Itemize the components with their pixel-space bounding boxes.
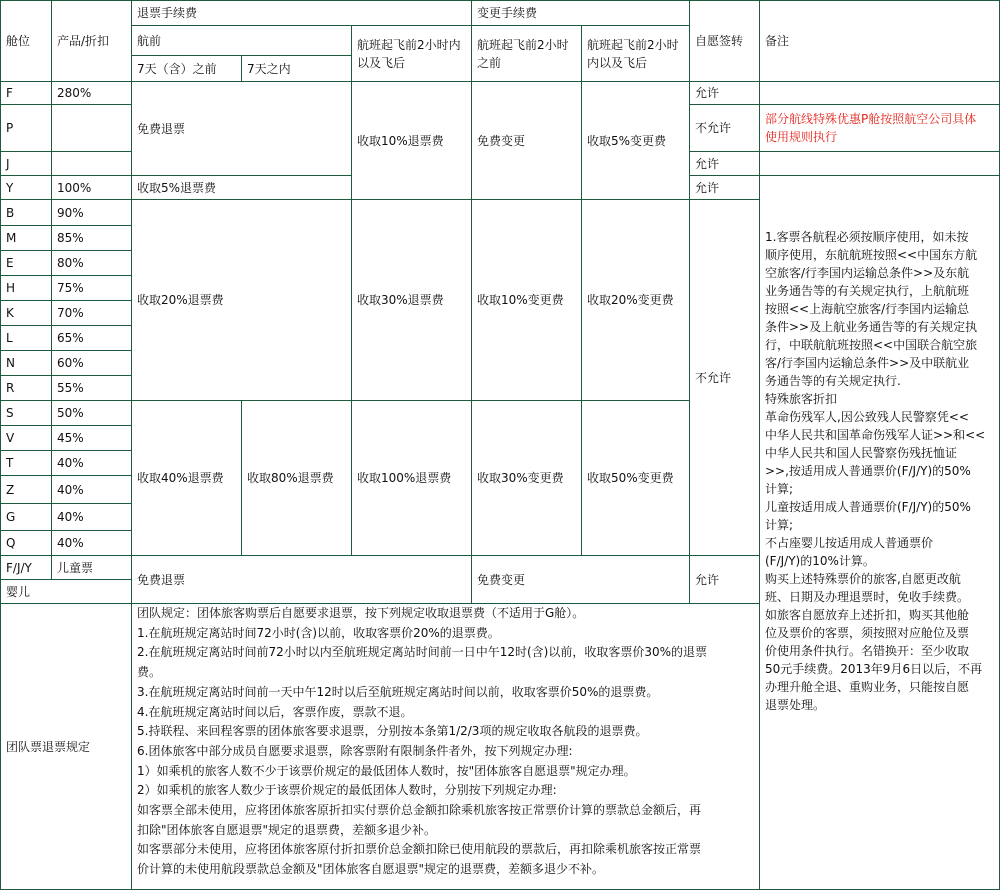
remark-rules-text xyxy=(760,176,1000,890)
text-line: (F/J/Y)的10%计算。 xyxy=(765,554,875,568)
text-line: 3.在航班规定离站时间前一天中午12时以后至航班规定离站时间以前，收取客票价50%的退票费。 xyxy=(137,684,659,699)
row-discount: 55% xyxy=(52,376,132,401)
text-line: 如客票全部未使用，应将团体旅客原折扣实付票价总金额扣除乘机旅客按正常票价计算的票款总金额后，再 xyxy=(137,803,702,818)
row-cabin: F xyxy=(1,82,52,105)
header-change-fee: 变更手续费 xyxy=(472,1,690,26)
text-line: 1.在航班规定离站时间72小时(含)以前，收取客票价20%的退票费。 xyxy=(137,625,500,640)
row-cabin: V xyxy=(1,426,52,451)
endorse-child-infant: 允许 xyxy=(690,556,760,604)
text-line: 4.在航班规定离站时间以后，客票作废，票款不退。 xyxy=(137,704,413,719)
text-line: 如旅客自愿放弃上述折扣，购买其他舱 xyxy=(765,608,970,622)
text-line: 革命伤残军人,因公致残人民警察凭<< xyxy=(765,410,969,424)
header-voluntary-endorse: 自愿签转 xyxy=(690,1,760,82)
row-cabin: H xyxy=(1,276,52,301)
text-line: 特殊旅客折扣 xyxy=(765,392,838,406)
text-line: 购买上述特殊票价的旅客,自愿更改航 xyxy=(765,572,961,586)
row-cabin: Z xyxy=(1,476,52,504)
fee-free-refund: 免费退票 xyxy=(132,82,352,176)
row-discount: 50% xyxy=(52,401,132,426)
text-line: 班、日期及办理退票时，免收手续费。 xyxy=(765,590,970,604)
row-discount xyxy=(52,152,132,176)
row-cabin: B xyxy=(1,200,52,226)
text-line: 5.持联程、来回程客票的团体旅客要求退票，分别按本条第1/2/3项的规定收取各航段的退票费。 xyxy=(137,724,648,739)
text-line: 计算; xyxy=(765,482,794,496)
row-discount xyxy=(52,105,132,152)
row-cabin: P xyxy=(1,105,52,152)
endorse-discount-cabins: 不允许 xyxy=(690,200,760,556)
row-cabin: K xyxy=(1,301,52,326)
row-discount: 85% xyxy=(52,226,132,251)
text-line: 团队规定：团体旅客购票后自愿要求退票，按下列规定收取退票费（不适用于G舱）。 xyxy=(137,606,585,620)
text-line: 按照<<上海航空旅客/行李国内运输总 xyxy=(765,302,970,316)
header-before-departure: 航前 xyxy=(132,26,352,56)
row-cabin: S xyxy=(1,401,52,426)
text-line: 顺序使用，东航航班按照<<中国东方航 xyxy=(765,248,978,262)
row-discount: 40% xyxy=(52,504,132,531)
fee-refund-40: 收取40%退票费 xyxy=(132,401,242,556)
row-cabin: L xyxy=(1,326,52,351)
header-refund-fee: 退票手续费 xyxy=(132,1,472,26)
text-line: 空旅客/行李国内运输总条件>>及东航 xyxy=(765,266,970,280)
header-cabin: 舱位 xyxy=(1,1,52,82)
row-cabin: R xyxy=(1,376,52,401)
fee-refund-10: 收取10%退票费 xyxy=(352,82,472,200)
fee-change-5: 收取5%变更费 xyxy=(582,82,690,200)
row-discount: 100% xyxy=(52,176,132,200)
text-line: 位及票价的客票，须按照对应舱位及票 xyxy=(765,626,970,640)
fee-child-free-refund: 免费退票 xyxy=(132,556,472,604)
row-discount: 40% xyxy=(52,476,132,504)
row-discount: 90% xyxy=(52,200,132,226)
text-line: 价使用条件执行。名错换开：至少收取 xyxy=(765,644,970,658)
text-line: >>,按适用成人普通票价(F/J/Y)的50% xyxy=(765,464,971,478)
row-cabin: F/J/Y xyxy=(1,556,52,580)
text-line: 中华人民共和国人民警察伤残抚恤证 xyxy=(765,446,958,460)
header-change-within-2h: 航班起飞前2小时内以及飞后 xyxy=(582,26,690,82)
text-line: 业务通告等的有关规定执行，上航航班 xyxy=(765,284,970,298)
fee-change-30: 收取30%变更费 xyxy=(472,401,582,556)
row-cabin: T xyxy=(1,451,52,476)
row-discount: 45% xyxy=(52,426,132,451)
header-product-discount: 产品/折扣 xyxy=(52,1,132,82)
text-line: 如客票部分未使用，应将团体旅客原付折扣票价总金额扣除已使用航段的票款后，再扣除乘机旅客按正常票 xyxy=(137,842,702,857)
text-line: 计算; xyxy=(765,518,794,532)
text-line: 费。 xyxy=(137,665,162,680)
text-line: 50元手续费。2013年9月6日以后，不再 xyxy=(765,662,983,676)
row-discount: 60% xyxy=(52,351,132,376)
row-cabin: Y xyxy=(1,176,52,200)
row-discount: 儿童票 xyxy=(52,556,132,580)
remark-f-empty xyxy=(760,82,1000,105)
group-refund-rules xyxy=(132,604,760,890)
remark-p-cabin-note: 部分航线特殊优惠P舱按照航空公司具体使用规则执行 xyxy=(760,105,1000,152)
row-discount: 40% xyxy=(52,531,132,556)
row-cabin: J xyxy=(1,152,52,176)
row-discount: 65% xyxy=(52,326,132,351)
row-cabin: N xyxy=(1,351,52,376)
text-line: 价计算的未使用航段票款总金额及"团体旅客自愿退票"规定的退票费，差额多退少不补。 xyxy=(137,862,605,877)
text-line: 办理升舱全退、重购业务，只能按自愿 xyxy=(765,680,970,694)
header-refund-within-2h: 航班起飞前2小时内以及飞后 xyxy=(352,26,472,82)
fee-refund-5: 收取5%退票费 xyxy=(132,176,352,200)
text-line: 2）如乘机的旅客人数少于该票价规定的最低团体人数时，分别按下列规定办理: xyxy=(137,783,557,798)
group-refund-label: 团队票退票规定 xyxy=(1,604,132,890)
text-line: 行，中联航航班按照<<中国联合航空旅 xyxy=(765,338,978,352)
text-line: 客/行李国内运输总条件>>及中联航业 xyxy=(765,356,970,370)
header-change-before-2h: 航班起飞前2小时之前 xyxy=(472,26,582,82)
fee-change-10: 收取10%变更费 xyxy=(472,200,582,401)
fee-free-change: 免费变更 xyxy=(472,82,582,200)
endorse-j: 允许 xyxy=(690,152,760,176)
text-line: 退票处理。 xyxy=(765,698,826,712)
text-line: 6.团体旅客中部分成员自愿要求退票，除客票附有限制条件者外，按下列规定办理: xyxy=(137,743,573,758)
row-cabin: M xyxy=(1,226,52,251)
fee-child-free-change: 免费变更 xyxy=(472,556,690,604)
row-discount: 80% xyxy=(52,251,132,276)
text-line: 1.客票各航程必须按顺序使用，如未按 xyxy=(765,230,969,244)
text-line: 条件>>及上航业务通告等的有关规定执 xyxy=(765,320,978,334)
row-discount: 75% xyxy=(52,276,132,301)
header-7days-before: 7天（含）之前 xyxy=(132,56,242,82)
text-line: 2.在航班规定离站时间前72小时以内至航班规定离站时间前一日中午12时(含)以前，收取客票价30%的退票 xyxy=(137,645,708,660)
header-remarks: 备注 xyxy=(760,1,1000,82)
text-line: 中华人民共和国革命伤残军人证>>和<< xyxy=(765,428,986,442)
remark-j-empty xyxy=(760,152,1000,176)
endorse-f: 允许 xyxy=(690,82,760,105)
fee-change-50: 收取50%变更费 xyxy=(582,401,690,556)
text-line: 扣除"团体旅客自愿退票"规定的退票费，差额多退少补。 xyxy=(137,822,437,837)
header-7days-within: 7天之内 xyxy=(242,56,352,82)
text-line: 1）如乘机的旅客人数不少于该票价规定的最低团体人数时，按"团体旅客自愿退票"规定办理。 xyxy=(137,763,636,778)
fee-refund-80: 收取80%退票费 xyxy=(242,401,352,556)
fee-refund-30: 收取30%退票费 xyxy=(352,200,472,401)
fee-change-20: 收取20%变更费 xyxy=(582,200,690,401)
row-discount: 280% xyxy=(52,82,132,105)
text-line: 务通告等的有关规定执行. xyxy=(765,374,901,388)
row-cabin: Q xyxy=(1,531,52,556)
endorse-p: 不允许 xyxy=(690,105,760,152)
row-discount: 40% xyxy=(52,451,132,476)
row-cabin: G xyxy=(1,504,52,531)
text-line: 儿童按适用成人普通票价(F/J/Y)的50% xyxy=(765,500,971,514)
fee-refund-100: 收取100%退票费 xyxy=(352,401,472,556)
row-cabin-infant: 婴儿 xyxy=(1,580,132,604)
text-line: 不占座婴儿按适用成人普通票价 xyxy=(765,536,934,550)
fee-refund-20: 收取20%退票费 xyxy=(132,200,352,401)
endorse-y: 允许 xyxy=(690,176,760,200)
row-cabin: E xyxy=(1,251,52,276)
row-discount: 70% xyxy=(52,301,132,326)
